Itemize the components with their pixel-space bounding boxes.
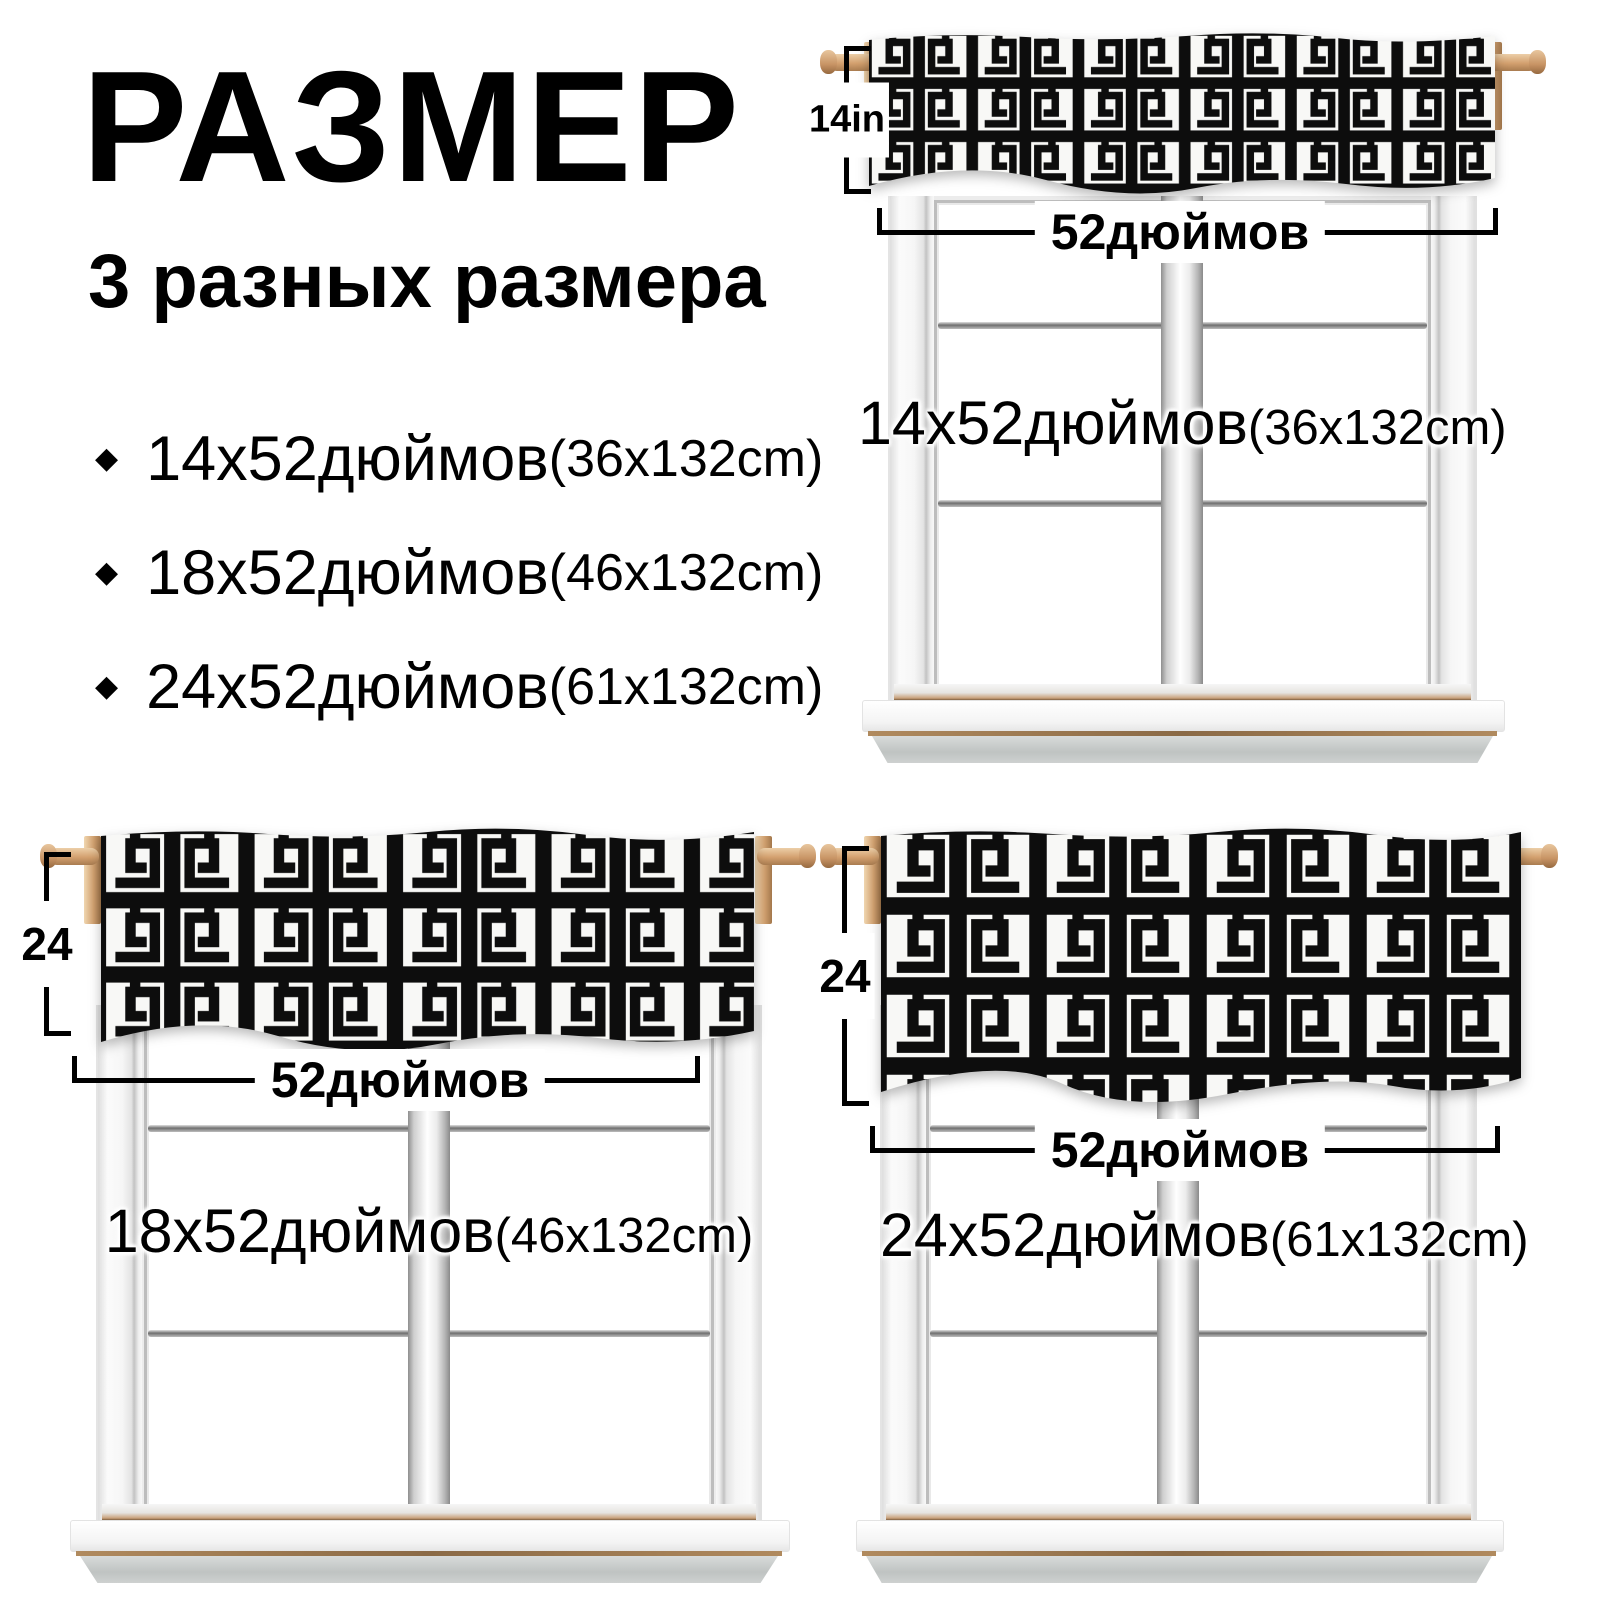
size-text: 14x52дюймов	[146, 424, 549, 494]
window-bottom-rail	[102, 1504, 756, 1520]
width-dimension-label: 52дюймов	[1035, 201, 1325, 263]
dimension-tick	[1493, 208, 1498, 235]
dimension-tick	[695, 1056, 700, 1083]
dimension-tick	[842, 846, 869, 851]
caption-cm: (36x132cm)	[1247, 401, 1507, 455]
height-dimension-label: 24	[17, 901, 76, 987]
height-dimension-bracket	[788, 846, 898, 1106]
dimension-tick	[844, 46, 871, 51]
caption-cm: (61x132cm)	[1269, 1213, 1529, 1267]
size-cm-text: (36x132cm)	[548, 430, 824, 488]
height-dimension-bracket	[0, 852, 100, 1036]
size-text: 24x52дюймов	[146, 652, 549, 722]
window-bottom-rail	[894, 684, 1471, 700]
window-bottom-rail	[886, 1504, 1471, 1520]
width-dimension-bracket	[870, 1122, 1500, 1178]
dimension-tick	[877, 208, 882, 235]
window-sill-apron	[872, 736, 1493, 763]
width-dimension-bracket	[72, 1052, 700, 1108]
page-title: РАЗМЕР	[82, 39, 741, 215]
dimension-tick	[72, 1056, 77, 1083]
caption-size: 24x52дюймов	[880, 1201, 1270, 1269]
window-sill-trim	[76, 1551, 782, 1556]
width-dimension-label: 52дюймов	[1035, 1119, 1325, 1181]
rod-knob	[1529, 50, 1546, 74]
window-sill	[70, 1520, 790, 1552]
size-list	[95, 420, 835, 762]
valance-14in	[866, 30, 1498, 202]
height-dimension-bracket	[790, 46, 900, 194]
window-size-caption	[880, 1200, 1529, 1270]
window-sill-apron	[866, 1556, 1492, 1583]
valance-18in	[98, 826, 757, 1058]
diamond-bullet-icon: ◆	[95, 670, 119, 703]
size-cm-text: (61x132cm)	[548, 658, 824, 716]
height-dimension-label: 14in	[805, 83, 889, 158]
size-text: 18x52дюймов	[146, 538, 549, 608]
width-dimension-label: 52дюймов	[255, 1049, 545, 1111]
diamond-bullet-icon: ◆	[95, 556, 119, 589]
dimension-tick	[844, 189, 871, 194]
list-item	[95, 420, 835, 498]
list-item	[95, 648, 835, 726]
diamond-bullet-icon: ◆	[95, 442, 119, 475]
caption-size: 14x52дюймов	[858, 389, 1248, 457]
valance-24in	[878, 826, 1558, 1110]
window-size-caption	[96, 1196, 762, 1266]
size-cm-text: (46x132cm)	[548, 544, 824, 602]
window-sill	[856, 1520, 1504, 1552]
window-sill	[862, 700, 1505, 732]
window-sill-trim	[868, 731, 1497, 736]
caption-cm: (46x132cm)	[494, 1209, 754, 1263]
list-item	[95, 534, 835, 612]
dimension-tick	[870, 1126, 875, 1153]
dimension-tick	[1495, 1126, 1500, 1153]
width-dimension-bracket	[877, 204, 1498, 260]
height-dimension-label: 24	[815, 933, 874, 1019]
window-sill-trim	[862, 1551, 1496, 1556]
window-size-caption	[858, 388, 1507, 458]
dimension-tick	[842, 1101, 869, 1106]
dimension-tick	[44, 1031, 71, 1036]
window-sill-apron	[80, 1556, 778, 1583]
dimension-tick	[44, 852, 71, 857]
caption-size: 18x52дюймов	[104, 1197, 495, 1265]
page-subtitle: 3 разных размера	[88, 239, 766, 324]
